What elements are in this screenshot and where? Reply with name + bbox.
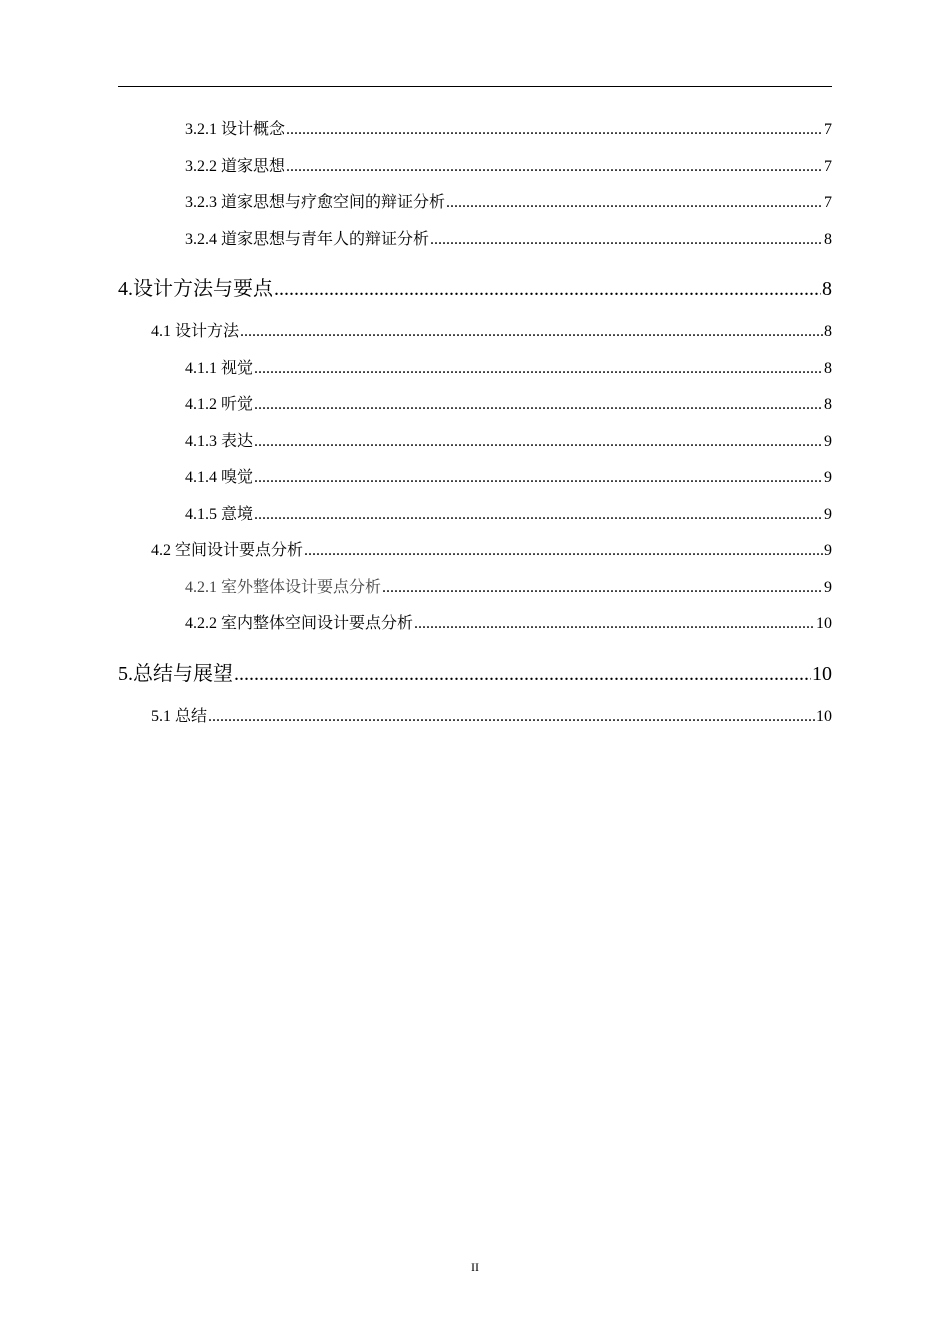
dot-leader [274, 264, 821, 314]
toc-entry-4-2-1[interactable] [118, 570, 832, 607]
toc-entry-label: 4.1.5 意境 [185, 505, 254, 523]
toc-entry-page: 8 [824, 230, 832, 248]
toc-entry-label: 3.2.4 道家思想与青年人的辩证分析 [185, 230, 430, 248]
toc-entry-label: 4.1.3 表达 [185, 432, 254, 450]
toc-entry-page: 9 [824, 505, 832, 523]
toc-entry-label: 4.1 设计方法 [151, 323, 240, 340]
dot-leader [430, 222, 823, 259]
toc-entry-page: 9 [824, 542, 832, 559]
dot-leader [446, 185, 823, 222]
toc-entry-3-2-3[interactable] [118, 185, 832, 222]
toc-entry-label: 5.总结与展望 [118, 662, 233, 685]
toc-entry-4-1-4[interactable] [118, 460, 832, 497]
toc-entry-4-1[interactable] [118, 314, 832, 351]
toc-entry-page: 7 [824, 121, 832, 138]
toc-entry-4-2[interactable] [118, 533, 832, 570]
toc-entry-page: 8 [824, 323, 832, 340]
dot-leader [304, 533, 823, 570]
toc-entry-label: 4.2.1 室外整体设计要点分析 [185, 578, 382, 596]
toc-entry-page: 8 [824, 396, 832, 413]
toc-entry-4-1-1[interactable] [118, 351, 832, 388]
dot-leader [254, 497, 823, 534]
dot-leader [286, 112, 823, 149]
toc-entry-page: 8 [822, 278, 832, 300]
toc-entry-label: 4.1.2 听觉 [185, 396, 254, 413]
toc-entry-label: 5.1 总结 [151, 707, 208, 725]
table-of-contents [118, 112, 832, 735]
toc-entry-label: 4.设计方法与要点 [118, 278, 273, 300]
toc-entry-label: 4.2.2 室内整体空间设计要点分析 [185, 615, 414, 632]
header-rule [118, 86, 832, 87]
toc-entry-label: 3.2.2 道家思想 [185, 157, 286, 175]
toc-entry-3-2-4[interactable] [118, 222, 832, 259]
dot-leader [286, 149, 823, 186]
toc-entry-4-1-5[interactable] [118, 497, 832, 534]
dot-leader [240, 314, 823, 351]
dot-leader [254, 460, 823, 497]
dot-leader [254, 424, 823, 461]
dot-leader [234, 649, 811, 699]
toc-entry-label: 4.2 空间设计要点分析 [151, 542, 304, 559]
toc-entry-page: 9 [824, 469, 832, 486]
dot-leader [382, 570, 823, 607]
toc-entry-5[interactable] [118, 649, 832, 699]
dot-leader [414, 606, 815, 643]
toc-entry-4-1-2[interactable] [118, 387, 832, 424]
toc-entry-page: 8 [824, 359, 832, 377]
toc-entry-label: 3.2.1 设计概念 [185, 121, 286, 138]
toc-entry-page: 9 [824, 432, 832, 450]
dot-leader [208, 699, 815, 736]
toc-entry-page: 10 [812, 662, 832, 685]
toc-entry-label: 4.1.1 视觉 [185, 359, 254, 377]
toc-entry-page: 9 [824, 578, 832, 596]
toc-entry-page: 7 [824, 194, 832, 211]
toc-entry-3-2-1[interactable] [118, 112, 832, 149]
toc-entry-label: 3.2.3 道家思想与疗愈空间的辩证分析 [185, 194, 446, 211]
toc-entry-4[interactable] [118, 264, 832, 314]
toc-entry-4-2-2[interactable] [118, 606, 832, 643]
dot-leader [254, 351, 823, 388]
toc-entry-page: 10 [816, 707, 832, 725]
toc-entry-5-1[interactable] [118, 699, 832, 736]
toc-entry-3-2-2[interactable] [118, 149, 832, 186]
toc-entry-page: 7 [824, 157, 832, 175]
toc-entry-4-1-3[interactable] [118, 424, 832, 461]
dot-leader [254, 387, 823, 424]
toc-entry-page: 10 [816, 615, 832, 632]
page-number: II [471, 1260, 479, 1274]
toc-entry-label: 4.1.4 嗅觉 [185, 469, 254, 486]
